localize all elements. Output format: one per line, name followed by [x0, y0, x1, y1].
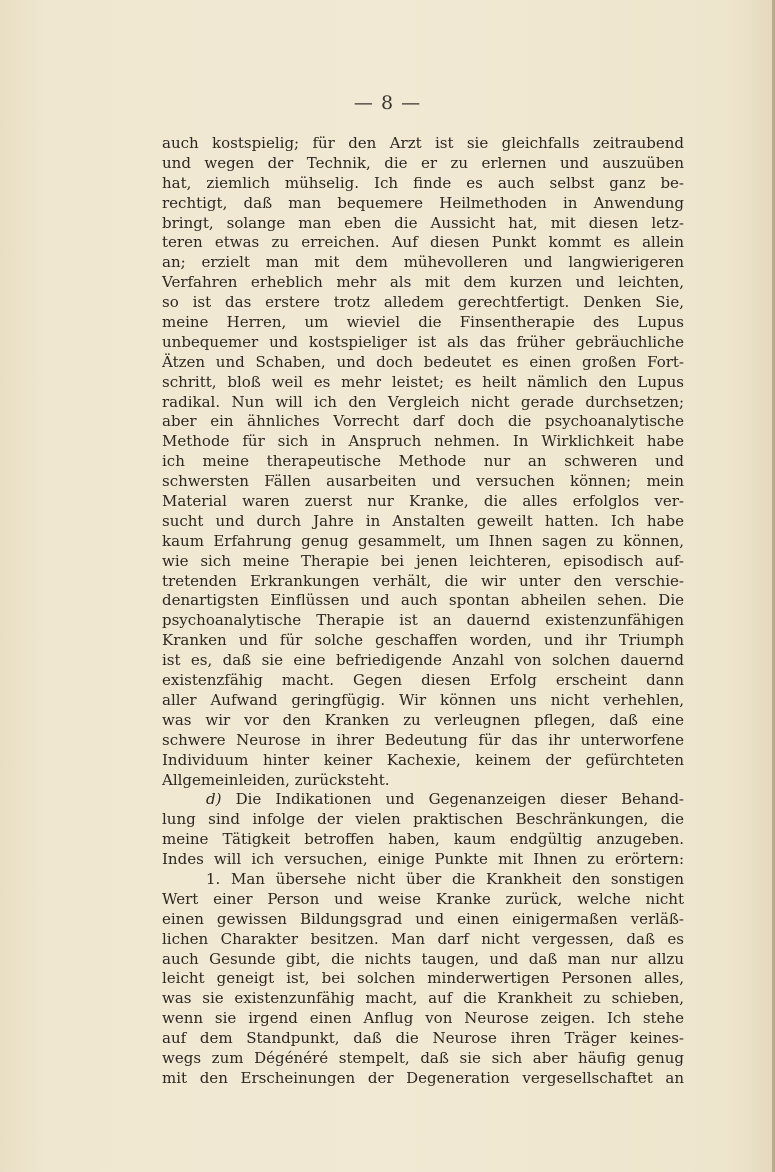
- text-line: und wegen der Technik, die er zu erlernen und auszuüben: [162, 153, 684, 172]
- text-line: Methode für sich in Anspruch nehmen. In Wirklichkeit habe: [162, 432, 684, 451]
- text-line: wegs zum Dégénéré stempelt, daß sie sich aber häufig genug: [162, 1048, 684, 1067]
- text-line: kaum Erfahrung genug gesammelt, um Ihnen sagen zu können,: [162, 531, 684, 550]
- paragraph-section-d: [162, 810, 684, 870]
- text-line: Wert einer Person und weise Kranke zurück, welche nicht: [162, 889, 684, 908]
- text-line: auf dem Standpunkt, daß die Neurose ihren Träger keines-: [162, 1029, 684, 1048]
- section-d-marker: d): [206, 790, 222, 809]
- text-line: wie sich meine Therapie bei jenen leichteren, episodisch auf-: [162, 551, 684, 570]
- page-number-header: — 8 —: [353, 92, 422, 114]
- section-d-first-line: Die Indikationen und Gegenanzeigen dieser Behand-: [221, 790, 684, 809]
- text-line: leicht geneigt ist, bei solchen minderwertigen Personen alles,: [162, 969, 684, 988]
- text-line: ich meine therapeutische Methode nur an schweren und: [162, 452, 684, 471]
- text-line: aller Aufwand geringfügig. Wir können uns nicht verhehlen,: [162, 690, 684, 709]
- text-line: schritt, bloß weil es mehr leistet; es heilt nämlich den Lupus: [162, 372, 684, 391]
- text-line: schwersten Fällen ausarbeiten und versuchen können; mein: [162, 472, 684, 491]
- text-line: so ist das erstere trotz alledem gerechtfertigt. Denken Sie,: [162, 293, 684, 312]
- text-line: sucht und durch Jahre in Anstalten geweilt hatten. Ich habe: [162, 511, 684, 530]
- text-line: Individuum hinter keiner Kachexie, keinem der gefürchteten: [162, 750, 684, 769]
- paragraph-main: [162, 134, 684, 790]
- text-line: [162, 790, 684, 810]
- text-line: Verfahren erheblich mehr als mit dem kurzen und leichten,: [162, 273, 684, 292]
- text-line: auch Gesunde gibt, die nichts taugen, und daß man nur allzu: [162, 949, 684, 968]
- text-line: wenn sie irgend einen Anflug von Neurose zeigen. Ich stehe: [162, 1009, 684, 1028]
- text-line: rechtigt, daß man bequemere Heilmethoden in Anwendung: [162, 193, 684, 212]
- text-line: ist es, daß sie eine befriedigende Anzahl von solchen dauernd: [162, 651, 684, 670]
- text-line: schwere Neurose in ihrer Bedeutung für das ihr unterworfene: [162, 730, 684, 749]
- text-line: Kranken und für solche geschaffen worden, und ihr Triumph: [162, 631, 684, 650]
- text-line: Allgemeinleiden, zurücksteht.: [162, 770, 390, 789]
- text-line: denartigsten Einflüssen und auch spontan abheilen sehen. Die: [162, 591, 684, 610]
- text-line: meine Tätigkeit betroffen haben, kaum endgültig anzugeben.: [162, 830, 684, 849]
- text-line: lichen Charakter besitzen. Man darf nicht vergessen, daß es: [162, 929, 684, 948]
- text-line: Indes will ich versuchen, einige Punkte mit Ihnen zu erörtern:: [162, 850, 684, 869]
- text-line: Ätzen und Schaben, und doch bedeutet es einen großen Fort-: [162, 352, 684, 371]
- text-line: psychoanalytische Therapie ist an dauernd existenzunfähigen: [162, 611, 684, 630]
- text-line: existenzfähig macht. Gegen diesen Erfolg erscheint dann: [162, 671, 684, 690]
- text-line: lung sind infolge der vielen praktischen Beschränkungen, die: [162, 810, 684, 829]
- text-line: teren etwas zu erreichen. Auf diesen Punkt kommt es allein: [162, 233, 684, 252]
- text-line: aber ein ähnliches Vorrecht darf doch die psychoanalytische: [162, 412, 684, 431]
- text-line: auch kostspielig; für den Arzt ist sie gleichfalls zeitraubend: [162, 134, 684, 152]
- text-line: was sie existenzunfähig macht, auf die Krankheit zu schieben,: [162, 989, 684, 1008]
- text-line: einen gewissen Bildungsgrad und einen einigermaßen verläß-: [162, 909, 684, 928]
- text-line: 1. Man übersehe nicht über die Krankheit den sonstigen: [206, 869, 684, 888]
- body-text: [162, 134, 684, 1089]
- text-line: tretenden Erkrankungen verhält, die wir unter den verschie-: [162, 571, 684, 590]
- paragraph-item-1: [162, 890, 684, 1089]
- text-line: Material waren zuerst nur Kranke, die alles erfolglos ver-: [162, 492, 684, 511]
- text-line: unbequemer und kostspieliger ist als das früher gebräuchliche: [162, 332, 684, 351]
- text-line: meine Herren, um wieviel die Finsentherapie des Lupus: [162, 313, 684, 332]
- text-line: bringt, solange man eben die Aussicht hat, mit diesen letz-: [162, 213, 684, 232]
- text-line: an; erzielt man mit dem mühevolleren und langwierigeren: [162, 253, 684, 272]
- text-line: mit den Erscheinungen der Degeneration vergesellschaftet an: [162, 1068, 684, 1087]
- text-line: hat, ziemlich mühselig. Ich finde es auch selbst ganz be-: [162, 173, 684, 192]
- text-line: was wir vor den Kranken zu verleugnen pflegen, daß eine: [162, 710, 684, 729]
- text-line: radikal. Nun will ich den Vergleich nicht gerade durchsetzen;: [162, 392, 684, 411]
